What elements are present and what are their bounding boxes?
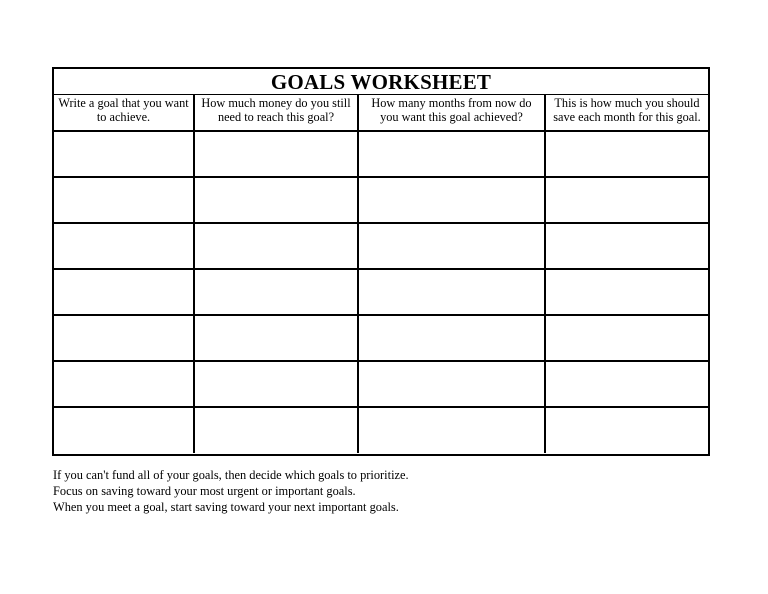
header-row xyxy=(54,95,708,131)
goal-cell[interactable] xyxy=(54,223,194,269)
table-row xyxy=(54,131,708,177)
goals-grid xyxy=(54,95,708,453)
monthly-savings-cell[interactable] xyxy=(545,131,708,177)
table-row xyxy=(54,407,708,453)
money-needed-cell[interactable] xyxy=(194,315,358,361)
money-needed-cell[interactable] xyxy=(194,269,358,315)
table-row xyxy=(54,223,708,269)
goal-cell[interactable] xyxy=(54,315,194,361)
goal-rows xyxy=(54,131,708,453)
worksheet-title: GOALS WORKSHEET xyxy=(54,69,708,95)
goal-cell[interactable] xyxy=(54,361,194,407)
column-header-monthly-savings: This is how much you should save each month for this goal. xyxy=(545,95,708,131)
money-needed-cell[interactable] xyxy=(194,407,358,453)
table-row xyxy=(54,361,708,407)
monthly-savings-cell[interactable] xyxy=(545,269,708,315)
goals-worksheet-table xyxy=(52,67,710,456)
goal-cell[interactable] xyxy=(54,269,194,315)
months-cell[interactable] xyxy=(358,131,545,177)
months-cell[interactable] xyxy=(358,361,545,407)
monthly-savings-cell[interactable] xyxy=(545,407,708,453)
monthly-savings-cell[interactable] xyxy=(545,223,708,269)
months-cell[interactable] xyxy=(358,223,545,269)
table-row xyxy=(54,177,708,223)
column-header-money-needed: How much money do you still need to reach this goal? xyxy=(194,95,358,131)
worksheet-notes xyxy=(53,467,409,515)
money-needed-cell[interactable] xyxy=(194,131,358,177)
money-needed-cell[interactable] xyxy=(194,361,358,407)
monthly-savings-cell[interactable] xyxy=(545,177,708,223)
table-row xyxy=(54,269,708,315)
column-header-months: How many months from now do you want this goal achieved? xyxy=(358,95,545,131)
money-needed-cell[interactable] xyxy=(194,177,358,223)
months-cell[interactable] xyxy=(358,177,545,223)
column-header-goal: Write a goal that you want to achieve. xyxy=(54,95,194,131)
months-cell[interactable] xyxy=(358,407,545,453)
note-focus: Focus on saving toward your most urgent or important goals. xyxy=(53,484,356,498)
goal-cell[interactable] xyxy=(54,131,194,177)
monthly-savings-cell[interactable] xyxy=(545,361,708,407)
table-row xyxy=(54,315,708,361)
monthly-savings-cell[interactable] xyxy=(545,315,708,361)
goal-cell[interactable] xyxy=(54,407,194,453)
goal-cell[interactable] xyxy=(54,177,194,223)
months-cell[interactable] xyxy=(358,269,545,315)
months-cell[interactable] xyxy=(358,315,545,361)
note-prioritize: If you can't fund all of your goals, then decide which goals to prioritize. xyxy=(53,468,409,482)
money-needed-cell[interactable] xyxy=(194,223,358,269)
note-next-goal: When you meet a goal, start saving toward your next important goals. xyxy=(53,500,399,514)
